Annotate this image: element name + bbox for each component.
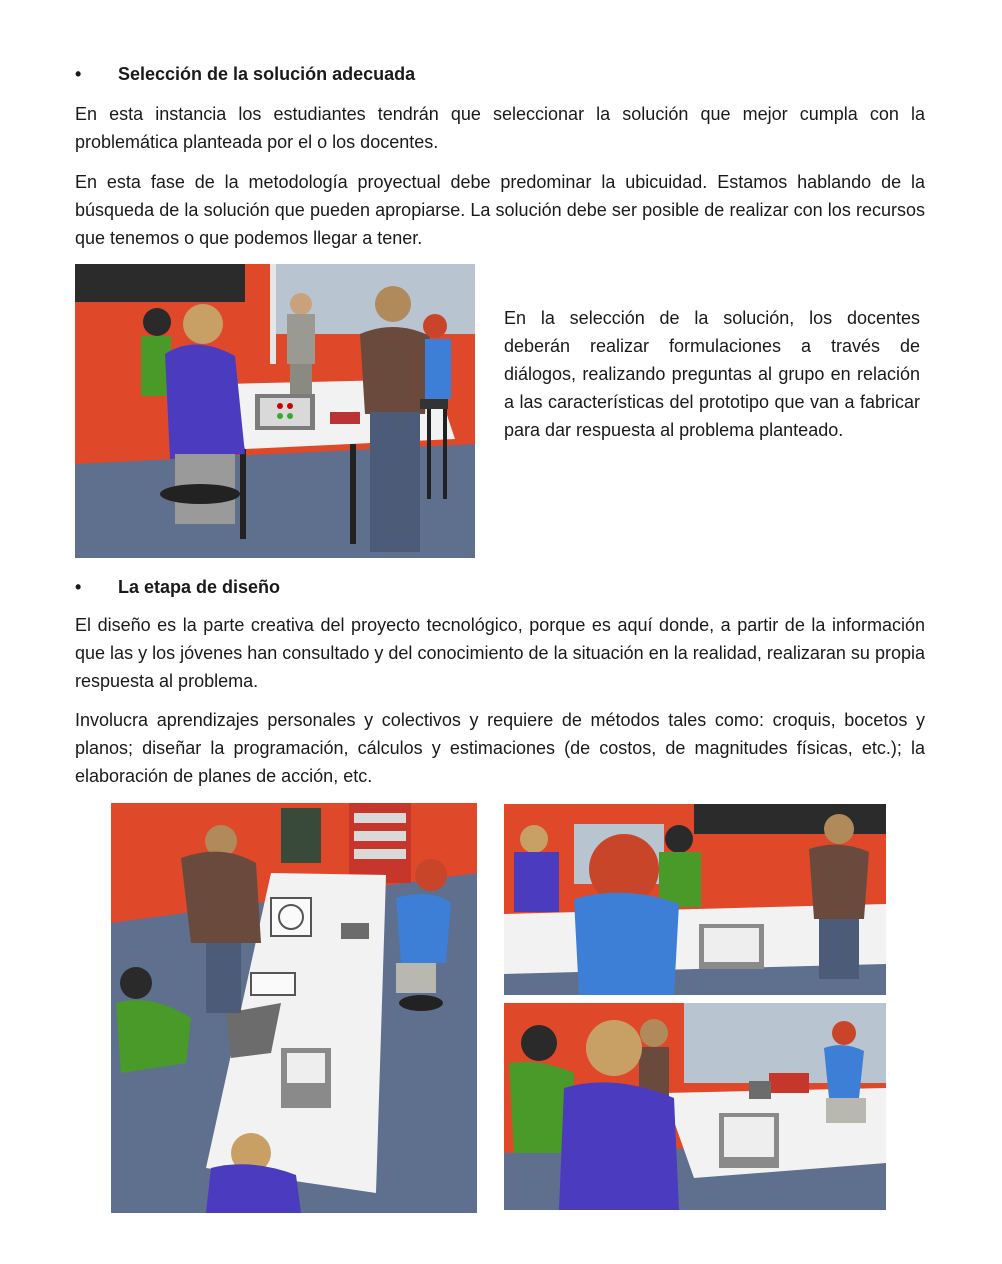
classroom-scene-image-4 xyxy=(504,1003,886,1210)
paragraph: En esta instancia los estudiantes tendrán que seleccionar la solución que mejor cumpla con la problemática planteada por el o los docentes. xyxy=(75,104,925,152)
classroom-scene-image-3 xyxy=(504,804,886,995)
section-heading-design xyxy=(75,576,280,598)
heading-text: Selección de la solución adecuada xyxy=(118,64,416,84)
classroom-scene-image-2 xyxy=(111,803,477,1213)
bullet: • xyxy=(75,577,82,597)
bullet: • xyxy=(75,64,82,84)
side-text: En la selección de la solución, los docentes deberán realizar formulaciones a través de diálogos, realizando preguntas al grupo en relación a las características del prototipo que van a fabricar para dar respuesta al problema planteado. xyxy=(504,308,920,440)
section-heading-selection xyxy=(75,63,415,85)
paragraph: Involucra aprendizajes personales y colectivos y requiere de métodos tales como: croquis, bocetos y planos; diseñar la programación, cálculos y estimaciones (de costos, de magnitudes físicas, etc.); la elaboración de planes de acción, etc. xyxy=(75,710,925,786)
paragraph: El diseño es la parte creativa del proyecto tecnológico, porque es aquí donde, a partir de la información que las y los jóvenes han consultado y del conocimiento de la situación en la realidad, realizaran su propia respuesta al problema. xyxy=(75,615,925,691)
classroom-scene-image-1 xyxy=(75,264,475,558)
heading-text: La etapa de diseño xyxy=(118,577,281,597)
paragraph: En esta fase de la metodología proyectual debe predominar la ubicuidad. Estamos hablando de la búsqueda de la solución que pueden apropiarse. La solución debe ser posible de realizar con los recursos que tenemos o que podemos llegar a tener. xyxy=(75,172,925,248)
